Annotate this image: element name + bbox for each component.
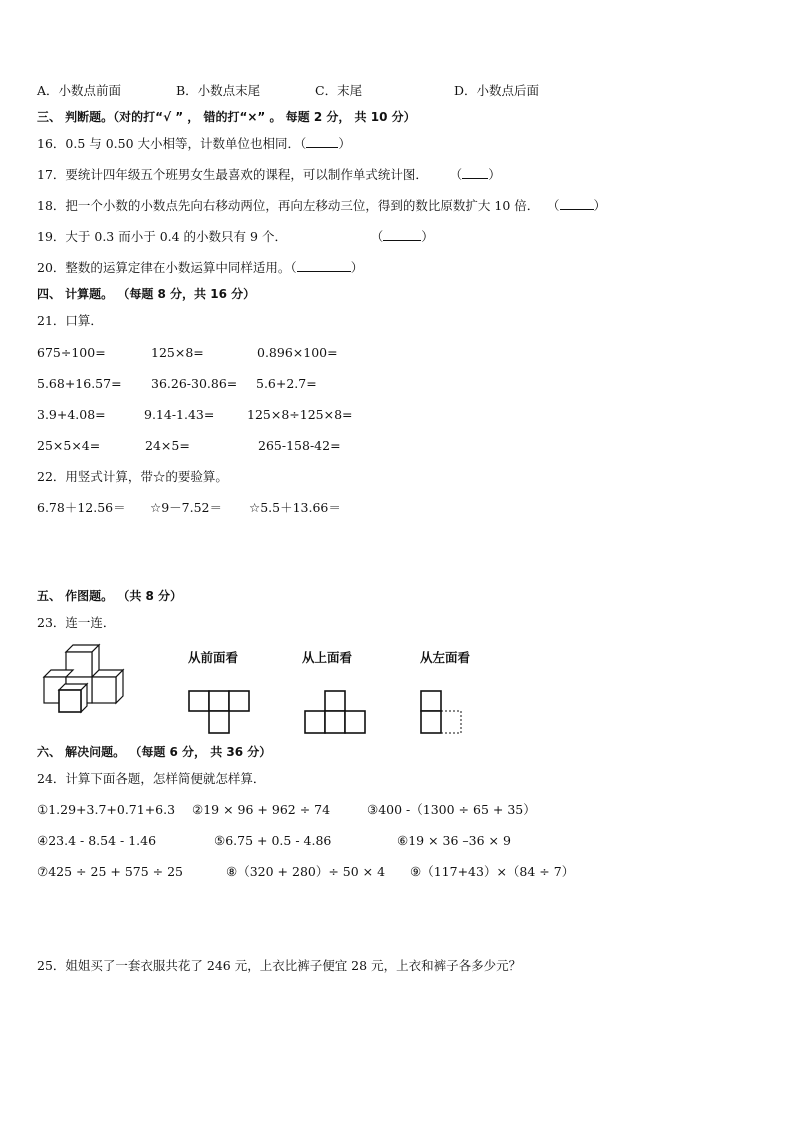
question-19 (37, 229, 434, 245)
view-shape-front (188, 690, 250, 738)
section-3-heading: 三、 判断题。（对的打“√ ” ， 错的打“×” 。 每题 2 分， 共 10 分） (37, 110, 416, 124)
oral-item: 0.896×100= (257, 345, 338, 360)
oral-item: 5.6+2.7= (256, 376, 317, 391)
option-b: B．小数点末尾 (176, 83, 261, 98)
oral-item: 125×8÷125×8= (247, 407, 353, 422)
option-c: C．末尾 (315, 83, 363, 98)
view-label-top: 从上面看 (302, 650, 353, 665)
view-label-front: 从前面看 (188, 650, 239, 665)
calc-item: ⑦425 ÷ 25 + 575 ÷ 25 (37, 864, 184, 879)
oral-item: 125×8= (151, 345, 204, 360)
calc-item: ①1.29+3.7+0.71+6.3 (37, 802, 176, 817)
question-20 (37, 260, 363, 276)
question-23: 23．连一连． (37, 615, 116, 630)
question-text: 18．把一个小数的小数点先向右移动两位，再向左移动三位，得到的数比原数扩大 10 倍． (37, 198, 540, 213)
oral-item: 265-158-42= (258, 438, 341, 453)
view-label-left: 从左面看 (420, 650, 471, 665)
answer-blank: （ ） (290, 260, 364, 275)
option-a: A．小数点前面 (37, 83, 122, 98)
question-16 (37, 136, 351, 152)
vertical-item: ☆9－7.52＝ (150, 500, 222, 515)
question-text: 17．要统计四年级五个班男女生最喜欢的课程，可以制作单式统计图． (37, 167, 428, 182)
cube-figure (40, 648, 130, 716)
section-6-heading: 六、 解决问题。 （每题 6 分， 共 36 分） (37, 745, 272, 759)
oral-item: 25×5×4= (37, 438, 101, 453)
calc-item: ②19 × 96 + 962 ÷ 74 (192, 802, 331, 817)
answer-blank: （ ） (553, 198, 607, 213)
answer-blank: （ ） (455, 167, 501, 182)
question-24: 24．计算下面各题，怎样简便就怎样算． (37, 771, 266, 786)
oral-item: 24×5= (145, 438, 190, 453)
question-text: 19．大于 0.3 而小于 0.4 的小数只有 9 个． (37, 229, 287, 244)
calc-item: ⑥19 × 36 –36 × 9 (397, 833, 511, 848)
vertical-item: ☆5.5＋13.66＝ (249, 500, 341, 515)
oral-item: 675÷100= (37, 345, 106, 360)
oral-item: 5.68+16.57= (37, 376, 122, 391)
question-25: 25．姐姐买了一套衣服共花了 246 元，上衣比裤子便宜 28 元，上衣和裤子各多少元？ (37, 958, 522, 973)
oral-item: 9.14-1.43= (144, 407, 215, 422)
vertical-item: 6.78＋12.56＝ (37, 500, 126, 515)
calc-item: ⑤6.75 + 0.5 - 4.86 (214, 833, 332, 848)
question-22: 22．用竖式计算，带☆的要验算。 (37, 469, 228, 484)
option-d: D．小数点后面 (454, 83, 540, 98)
calc-item: ⑧（320 + 280）÷ 50 × 4 (226, 864, 386, 879)
question-17 (37, 167, 501, 183)
question-21: 21．口算． (37, 313, 103, 328)
question-text: 16．0.5 与 0.50 大小相等，计数单位也相同． (37, 136, 301, 151)
oral-item: 3.9+4.08= (37, 407, 106, 422)
view-shape-left (420, 690, 464, 738)
section-4-heading: 四、 计算题。 （每题 8 分，共 16 分） (37, 287, 256, 301)
question-text: 20．整数的运算定律在小数运算中同样适用。 (37, 260, 291, 275)
answer-blank: （ ） (300, 136, 351, 151)
question-18 (37, 198, 606, 214)
oral-item: 36.26-30.86= (151, 376, 238, 391)
section-5-heading: 五、 作图题。 （共 8 分） (37, 589, 183, 603)
calc-item: ⑨（117+43）×（84 ÷ 7） (410, 864, 575, 879)
calc-item: ③400 -（1300 ÷ 65 + 35） (367, 802, 536, 817)
answer-blank: （ ） (376, 229, 434, 244)
calc-item: ④23.4 - 8.54 - 1.46 (37, 833, 157, 848)
view-shape-top (304, 690, 368, 738)
